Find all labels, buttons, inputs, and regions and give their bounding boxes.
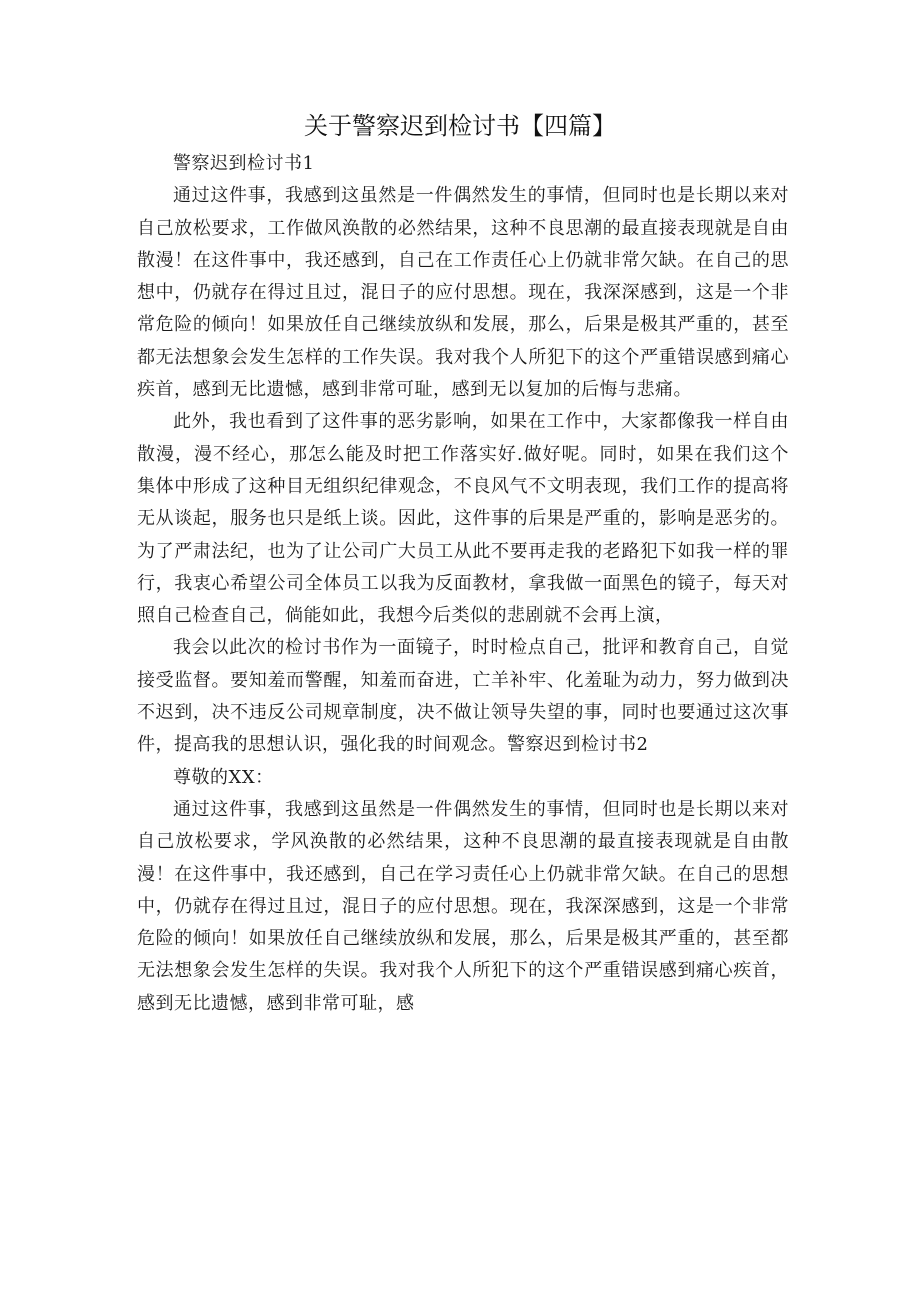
document-title: 关于警察迟到检讨书【四篇】	[304, 112, 616, 140]
section-1-paragraph-3: 我会以此次的检讨书作为一面镜子，时时检点自己，批评和教育自己，自觉接受监督。要知羞而警醒，知羞而奋进，亡羊补牢、化羞耻为动力，努力做到决不迟到，决不违反公司规章制度，决不做让领导失望的事，同时也要通过这次事件，提高我的思想认识，强化我的时间观念。警察迟到检讨书2	[137, 637, 789, 756]
section-1-paragraph-2: 此外，我也看到了这件事的恶劣影响，如果在工作中，大家都像我一样自由散漫，漫不经心，那怎么能及时把工作落实好.做好呢。同时，如果在我们这个集体中形成了这种目无组织纪律观念，不良风气不文明表现，我们工作的提高将无从谈起，服务也只是纸上谈。因此，这件事的后果是严重的，影响是恶劣的。为了严肃法纪，也为了让公司广大员工从此不要再走我的老路犯下如我一样的罪行，我衷心希望公司全体员工以我为反面教材，拿我做一面黑色的镜子，每天对照自己检查自己，倘能如此，我想今后类似的悲剧就不会再上演，	[137, 411, 789, 627]
section-1-heading: 警察迟到检讨书1	[173, 153, 315, 174]
section-1-paragraph-1: 通过这件事，我感到这虽然是一件偶然发生的事情，但同时也是长期以来对自己放松要求，工作做风涣散的必然结果，这种不良思潮的最直接表现就是自由散漫！在这件事中，我还感到，自己在工作责任心上仍就非常欠缺。在自己的思想中，仍就存在得过且过，混日子的应付思想。现在，我深深感到，这是一个非常危险的倾向！如果放任自己继续放纵和发展，那么，后果是极其严重的，甚至都无法想象会发生怎样的工作失误。我对我个人所犯下的这个严重错误感到痛心疾首，感到无比遗憾，感到非常可耻，感到无以复加的后悔与悲痛。	[137, 185, 789, 401]
salutation: 尊敬的XX：	[173, 766, 274, 788]
document-body	[137, 148, 789, 1020]
section-2-paragraph-1: 通过这件事，我感到这虽然是一件偶然发生的事情，但同时也是长期以来对自己放松要求，学风涣散的必然结果，这种不良思潮的最直接表现就是自由散漫！在这件事中，我还感到，自己在学习责任心上仍就非常欠缺。在自己的思想中，仍就存在得过且过，混日子的应付思想。现在，我深深感到，这是一个非常危险的倾向！如果放任自己继续放纵和发展，那么，后果是极其严重的，甚至都无法想象会发生怎样的失误。我对我个人所犯下的这个严重错误感到痛心疾首，感到无比遗憾，感到非常可耻，感	[137, 798, 789, 1014]
